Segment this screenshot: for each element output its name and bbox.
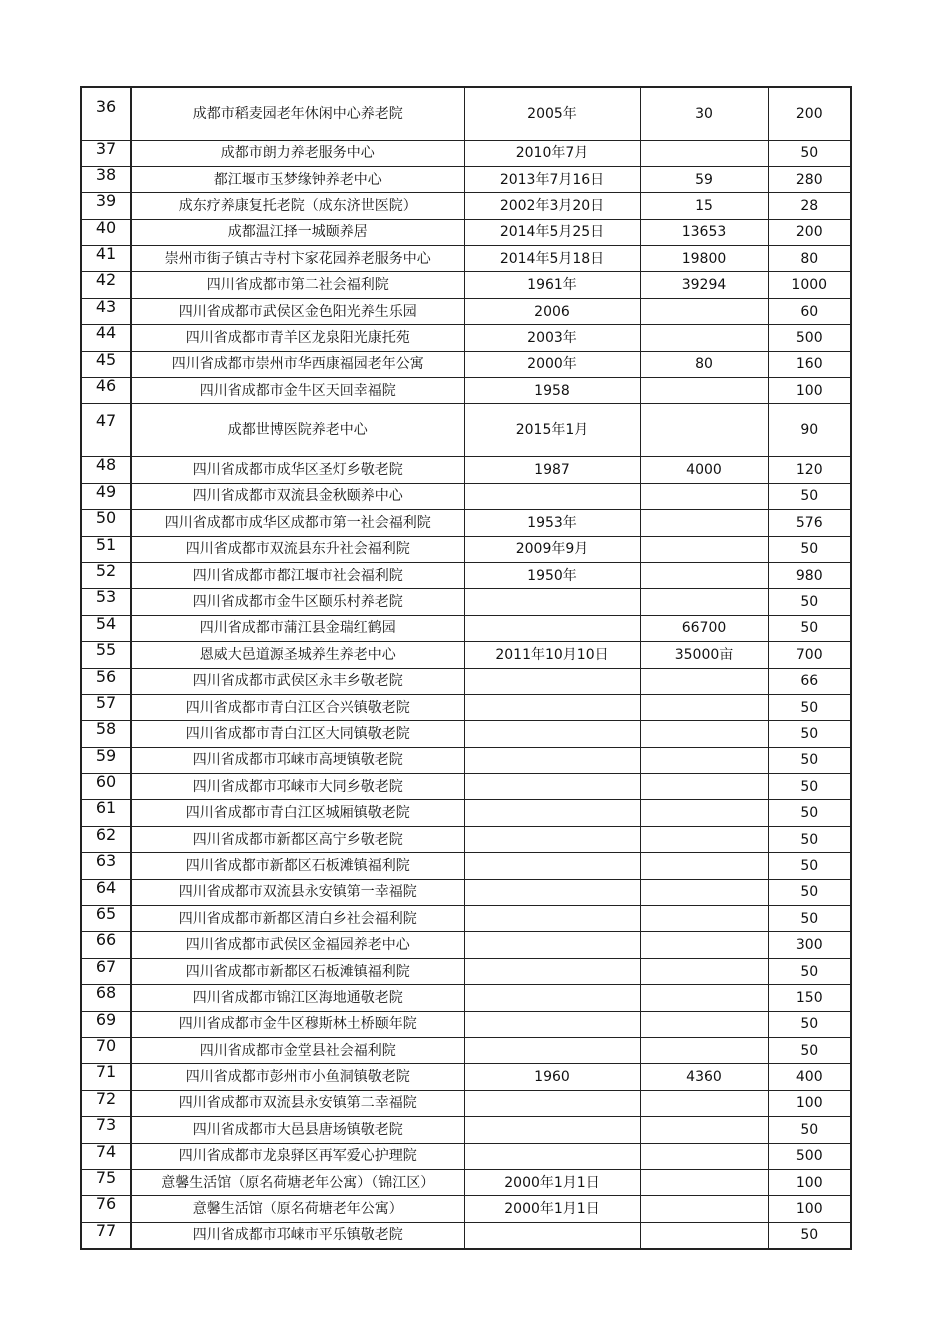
institution-name: 成东疗养康复托老院（成东济世医院） bbox=[131, 193, 464, 219]
bed-count: 90 bbox=[768, 404, 851, 457]
bed-count: 150 bbox=[768, 985, 851, 1011]
bed-count: 50 bbox=[768, 721, 851, 747]
table-row bbox=[81, 668, 851, 694]
bed-count: 50 bbox=[768, 1038, 851, 1064]
bed-count: 50 bbox=[768, 774, 851, 800]
row-number: 38 bbox=[81, 166, 131, 192]
established-date: 2000年1月1日 bbox=[464, 1196, 640, 1222]
area-value: 66700 bbox=[640, 615, 768, 641]
table-row bbox=[81, 166, 851, 192]
bed-count: 50 bbox=[768, 1117, 851, 1143]
row-number: 75 bbox=[81, 1169, 131, 1195]
established-date: 2013年7月16日 bbox=[464, 166, 640, 192]
institution-name: 四川省成都市都江堰市社会福利院 bbox=[131, 562, 464, 588]
area-value bbox=[640, 1143, 768, 1169]
established-date bbox=[464, 1038, 640, 1064]
area-value bbox=[640, 1196, 768, 1222]
row-number: 76 bbox=[81, 1196, 131, 1222]
area-value bbox=[640, 774, 768, 800]
institution-name: 四川省成都市金牛区穆斯林土桥颐年院 bbox=[131, 1011, 464, 1037]
established-date: 2010年7月 bbox=[464, 140, 640, 166]
table-row bbox=[81, 800, 851, 826]
row-number: 62 bbox=[81, 826, 131, 852]
area-value bbox=[640, 1090, 768, 1116]
established-date bbox=[464, 668, 640, 694]
table-row bbox=[81, 958, 851, 984]
table-row bbox=[81, 747, 851, 773]
table-row bbox=[81, 351, 851, 377]
institution-name: 四川省成都市青白江区大同镇敬老院 bbox=[131, 721, 464, 747]
institution-name: 四川省成都市青羊区龙泉阳光康托苑 bbox=[131, 325, 464, 351]
row-number: 51 bbox=[81, 536, 131, 562]
established-date bbox=[464, 932, 640, 958]
table-row bbox=[81, 642, 851, 668]
area-value: 4360 bbox=[640, 1064, 768, 1090]
area-value bbox=[640, 985, 768, 1011]
bed-count: 50 bbox=[768, 906, 851, 932]
established-date: 2009年9月 bbox=[464, 536, 640, 562]
table-row bbox=[81, 272, 851, 298]
area-value: 80 bbox=[640, 351, 768, 377]
bed-count: 700 bbox=[768, 642, 851, 668]
area-value bbox=[640, 562, 768, 588]
bed-count: 500 bbox=[768, 1143, 851, 1169]
established-date: 2014年5月18日 bbox=[464, 246, 640, 272]
area-value bbox=[640, 1117, 768, 1143]
row-number: 52 bbox=[81, 562, 131, 588]
bed-count: 500 bbox=[768, 325, 851, 351]
row-number: 59 bbox=[81, 747, 131, 773]
row-number: 48 bbox=[81, 457, 131, 483]
institution-name: 四川省成都市蒲江县金瑞红鹤园 bbox=[131, 615, 464, 641]
bed-count: 100 bbox=[768, 1169, 851, 1195]
row-number: 70 bbox=[81, 1038, 131, 1064]
institution-name: 四川省成都市新都区高宁乡敬老院 bbox=[131, 826, 464, 852]
bed-count: 980 bbox=[768, 562, 851, 588]
institution-name: 都江堰市玉梦缘钟养老中心 bbox=[131, 166, 464, 192]
table-row bbox=[81, 1038, 851, 1064]
institution-name: 四川省成都市邛崃市大同乡敬老院 bbox=[131, 774, 464, 800]
row-number: 66 bbox=[81, 932, 131, 958]
bed-count: 100 bbox=[768, 378, 851, 404]
row-number: 54 bbox=[81, 615, 131, 641]
institution-name: 四川省成都市双流县永安镇第二幸福院 bbox=[131, 1090, 464, 1116]
area-value bbox=[640, 800, 768, 826]
institution-name: 意馨生活馆（原名荷塘老年公寓） bbox=[131, 1196, 464, 1222]
table-row bbox=[81, 510, 851, 536]
established-date: 1961年 bbox=[464, 272, 640, 298]
table-row bbox=[81, 562, 851, 588]
area-value bbox=[640, 325, 768, 351]
established-date bbox=[464, 906, 640, 932]
table-row bbox=[81, 483, 851, 509]
established-date: 1950年 bbox=[464, 562, 640, 588]
table-row bbox=[81, 1064, 851, 1090]
established-date: 1987 bbox=[464, 457, 640, 483]
bed-count: 160 bbox=[768, 351, 851, 377]
area-value bbox=[640, 1222, 768, 1248]
established-date: 2000年 bbox=[464, 351, 640, 377]
established-date bbox=[464, 589, 640, 615]
institution-name: 四川省成都市双流县永安镇第一幸福院 bbox=[131, 879, 464, 905]
institution-name: 四川省成都市新都区清白乡社会福利院 bbox=[131, 906, 464, 932]
institution-name: 四川省成都市彭州市小鱼洞镇敬老院 bbox=[131, 1064, 464, 1090]
table-row bbox=[81, 1143, 851, 1169]
established-date: 2006 bbox=[464, 298, 640, 324]
bed-count: 50 bbox=[768, 589, 851, 615]
established-date bbox=[464, 958, 640, 984]
institution-name: 四川省成都市双流县金秋颐养中心 bbox=[131, 483, 464, 509]
area-value bbox=[640, 536, 768, 562]
established-date bbox=[464, 826, 640, 852]
institution-name: 成都市稻麦园老年休闲中心养老院 bbox=[131, 87, 464, 140]
area-value bbox=[640, 826, 768, 852]
institution-name: 四川省成都市邛崃市高埂镇敬老院 bbox=[131, 747, 464, 773]
table-row bbox=[81, 87, 851, 140]
area-value bbox=[640, 404, 768, 457]
established-date bbox=[464, 774, 640, 800]
area-value: 35000亩 bbox=[640, 642, 768, 668]
row-number: 53 bbox=[81, 589, 131, 615]
row-number: 57 bbox=[81, 694, 131, 720]
table-row bbox=[81, 932, 851, 958]
row-number: 40 bbox=[81, 219, 131, 245]
area-value bbox=[640, 1011, 768, 1037]
institution-name: 意馨生活馆（原名荷塘老年公寓）（锦江区） bbox=[131, 1169, 464, 1195]
table-row bbox=[81, 589, 851, 615]
area-value: 4000 bbox=[640, 457, 768, 483]
area-value bbox=[640, 694, 768, 720]
institution-name: 四川省成都市双流县东升社会福利院 bbox=[131, 536, 464, 562]
row-number: 69 bbox=[81, 1011, 131, 1037]
area-value: 13653 bbox=[640, 219, 768, 245]
row-number: 49 bbox=[81, 483, 131, 509]
institution-name: 成都世博医院养老中心 bbox=[131, 404, 464, 457]
table-row bbox=[81, 721, 851, 747]
area-value bbox=[640, 879, 768, 905]
bed-count: 576 bbox=[768, 510, 851, 536]
row-number: 77 bbox=[81, 1222, 131, 1248]
area-value: 19800 bbox=[640, 246, 768, 272]
area-value bbox=[640, 853, 768, 879]
established-date bbox=[464, 747, 640, 773]
established-date bbox=[464, 1222, 640, 1248]
table-row bbox=[81, 219, 851, 245]
row-number: 55 bbox=[81, 642, 131, 668]
bed-count: 50 bbox=[768, 536, 851, 562]
row-number: 50 bbox=[81, 510, 131, 536]
area-value bbox=[640, 140, 768, 166]
established-date: 1958 bbox=[464, 378, 640, 404]
established-date: 2005年 bbox=[464, 87, 640, 140]
bed-count: 50 bbox=[768, 694, 851, 720]
established-date bbox=[464, 985, 640, 1011]
table-row bbox=[81, 853, 851, 879]
institution-name: 恩威大邑道源圣城养生养老中心 bbox=[131, 642, 464, 668]
bed-count: 200 bbox=[768, 219, 851, 245]
row-number: 61 bbox=[81, 800, 131, 826]
bed-count: 60 bbox=[768, 298, 851, 324]
established-date bbox=[464, 694, 640, 720]
table-row bbox=[81, 1196, 851, 1222]
row-number: 60 bbox=[81, 774, 131, 800]
row-number: 56 bbox=[81, 668, 131, 694]
table-row bbox=[81, 906, 851, 932]
table-row bbox=[81, 1222, 851, 1248]
area-value bbox=[640, 932, 768, 958]
row-number: 73 bbox=[81, 1117, 131, 1143]
row-number: 39 bbox=[81, 193, 131, 219]
bed-count: 100 bbox=[768, 1090, 851, 1116]
institution-name: 四川省成都市青白江区合兴镇敬老院 bbox=[131, 694, 464, 720]
row-number: 74 bbox=[81, 1143, 131, 1169]
row-number: 42 bbox=[81, 272, 131, 298]
established-date bbox=[464, 800, 640, 826]
row-number: 58 bbox=[81, 721, 131, 747]
table-row bbox=[81, 536, 851, 562]
institution-name: 四川省成都市武侯区金福园养老中心 bbox=[131, 932, 464, 958]
area-value: 30 bbox=[640, 87, 768, 140]
institution-name: 四川省成都市金牛区天回幸福院 bbox=[131, 378, 464, 404]
row-number: 45 bbox=[81, 351, 131, 377]
table-row bbox=[81, 140, 851, 166]
table-row bbox=[81, 1169, 851, 1195]
institution-name: 四川省成都市新都区石板滩镇福利院 bbox=[131, 853, 464, 879]
bed-count: 280 bbox=[768, 166, 851, 192]
institution-name: 四川省成都市第二社会福利院 bbox=[131, 272, 464, 298]
established-date bbox=[464, 1011, 640, 1037]
established-date: 2000年1月1日 bbox=[464, 1169, 640, 1195]
institution-name: 崇州市街子镇古寺村卞家花园养老服务中心 bbox=[131, 246, 464, 272]
area-value bbox=[640, 510, 768, 536]
bed-count: 50 bbox=[768, 958, 851, 984]
table-row bbox=[81, 985, 851, 1011]
area-value bbox=[640, 906, 768, 932]
bed-count: 120 bbox=[768, 457, 851, 483]
established-date bbox=[464, 483, 640, 509]
institution-name: 四川省成都市成华区圣灯乡敬老院 bbox=[131, 457, 464, 483]
established-date: 2015年1月 bbox=[464, 404, 640, 457]
established-date bbox=[464, 721, 640, 747]
area-value bbox=[640, 747, 768, 773]
table-row bbox=[81, 404, 851, 457]
area-value: 39294 bbox=[640, 272, 768, 298]
institution-name: 四川省成都市金牛区颐乐村养老院 bbox=[131, 589, 464, 615]
bed-count: 66 bbox=[768, 668, 851, 694]
established-date: 2003年 bbox=[464, 325, 640, 351]
institution-name: 四川省成都市锦江区海地通敬老院 bbox=[131, 985, 464, 1011]
institution-name: 四川省成都市成华区成都市第一社会福利院 bbox=[131, 510, 464, 536]
established-date bbox=[464, 1117, 640, 1143]
row-number: 65 bbox=[81, 906, 131, 932]
area-value: 59 bbox=[640, 166, 768, 192]
row-number: 67 bbox=[81, 958, 131, 984]
bed-count: 50 bbox=[768, 800, 851, 826]
row-number: 46 bbox=[81, 378, 131, 404]
bed-count: 50 bbox=[768, 879, 851, 905]
area-value bbox=[640, 378, 768, 404]
bed-count: 50 bbox=[768, 140, 851, 166]
table-row bbox=[81, 298, 851, 324]
bed-count: 50 bbox=[768, 615, 851, 641]
row-number: 36 bbox=[81, 87, 131, 140]
area-value: 15 bbox=[640, 193, 768, 219]
row-number: 72 bbox=[81, 1090, 131, 1116]
bed-count: 400 bbox=[768, 1064, 851, 1090]
bed-count: 300 bbox=[768, 932, 851, 958]
bed-count: 50 bbox=[768, 1222, 851, 1248]
established-date bbox=[464, 615, 640, 641]
row-number: 41 bbox=[81, 246, 131, 272]
table-row bbox=[81, 615, 851, 641]
institution-name: 四川省成都市新都区石板滩镇福利院 bbox=[131, 958, 464, 984]
table-row bbox=[81, 246, 851, 272]
established-date bbox=[464, 879, 640, 905]
bed-count: 80 bbox=[768, 246, 851, 272]
row-number: 71 bbox=[81, 1064, 131, 1090]
table-row bbox=[81, 774, 851, 800]
institution-name: 四川省成都市金堂县社会福利院 bbox=[131, 1038, 464, 1064]
table-row bbox=[81, 325, 851, 351]
table-row bbox=[81, 1090, 851, 1116]
established-date: 2002年3月20日 bbox=[464, 193, 640, 219]
row-number: 44 bbox=[81, 325, 131, 351]
institution-name: 四川省成都市大邑县唐场镇敬老院 bbox=[131, 1117, 464, 1143]
row-number: 64 bbox=[81, 879, 131, 905]
established-date: 2011年10月10日 bbox=[464, 642, 640, 668]
table-row bbox=[81, 694, 851, 720]
table-row bbox=[81, 1117, 851, 1143]
established-date: 2014年5月25日 bbox=[464, 219, 640, 245]
area-value bbox=[640, 1169, 768, 1195]
institution-name: 四川省成都市邛崃市平乐镇敬老院 bbox=[131, 1222, 464, 1248]
bed-count: 50 bbox=[768, 747, 851, 773]
institution-name: 四川省成都市武侯区永丰乡敬老院 bbox=[131, 668, 464, 694]
institution-name: 成都市朗力养老服务中心 bbox=[131, 140, 464, 166]
row-number: 63 bbox=[81, 853, 131, 879]
bed-count: 50 bbox=[768, 483, 851, 509]
established-date bbox=[464, 853, 640, 879]
bed-count: 50 bbox=[768, 1011, 851, 1037]
area-value bbox=[640, 668, 768, 694]
bed-count: 100 bbox=[768, 1196, 851, 1222]
area-value bbox=[640, 1038, 768, 1064]
bed-count: 200 bbox=[768, 87, 851, 140]
row-number: 68 bbox=[81, 985, 131, 1011]
bed-count: 28 bbox=[768, 193, 851, 219]
institution-name: 四川省成都市龙泉驿区再军爱心护理院 bbox=[131, 1143, 464, 1169]
table-row bbox=[81, 826, 851, 852]
area-value bbox=[640, 958, 768, 984]
row-number: 47 bbox=[81, 404, 131, 457]
nursing-home-table bbox=[80, 86, 852, 1250]
row-number: 43 bbox=[81, 298, 131, 324]
bed-count: 50 bbox=[768, 826, 851, 852]
table-row bbox=[81, 378, 851, 404]
bed-count: 1000 bbox=[768, 272, 851, 298]
row-number: 37 bbox=[81, 140, 131, 166]
institution-name: 四川省成都市青白江区城厢镇敬老院 bbox=[131, 800, 464, 826]
table-row bbox=[81, 1011, 851, 1037]
institution-name: 四川省成都市武侯区金色阳光养生乐园 bbox=[131, 298, 464, 324]
table-row bbox=[81, 193, 851, 219]
institution-name: 成都温江择一城颐养居 bbox=[131, 219, 464, 245]
institution-name: 四川省成都市崇州市华西康福园老年公寓 bbox=[131, 351, 464, 377]
established-date bbox=[464, 1090, 640, 1116]
area-value bbox=[640, 721, 768, 747]
established-date: 1960 bbox=[464, 1064, 640, 1090]
bed-count: 50 bbox=[768, 853, 851, 879]
established-date bbox=[464, 1143, 640, 1169]
area-value bbox=[640, 483, 768, 509]
table-row bbox=[81, 879, 851, 905]
area-value bbox=[640, 589, 768, 615]
established-date: 1953年 bbox=[464, 510, 640, 536]
table-row bbox=[81, 457, 851, 483]
area-value bbox=[640, 298, 768, 324]
